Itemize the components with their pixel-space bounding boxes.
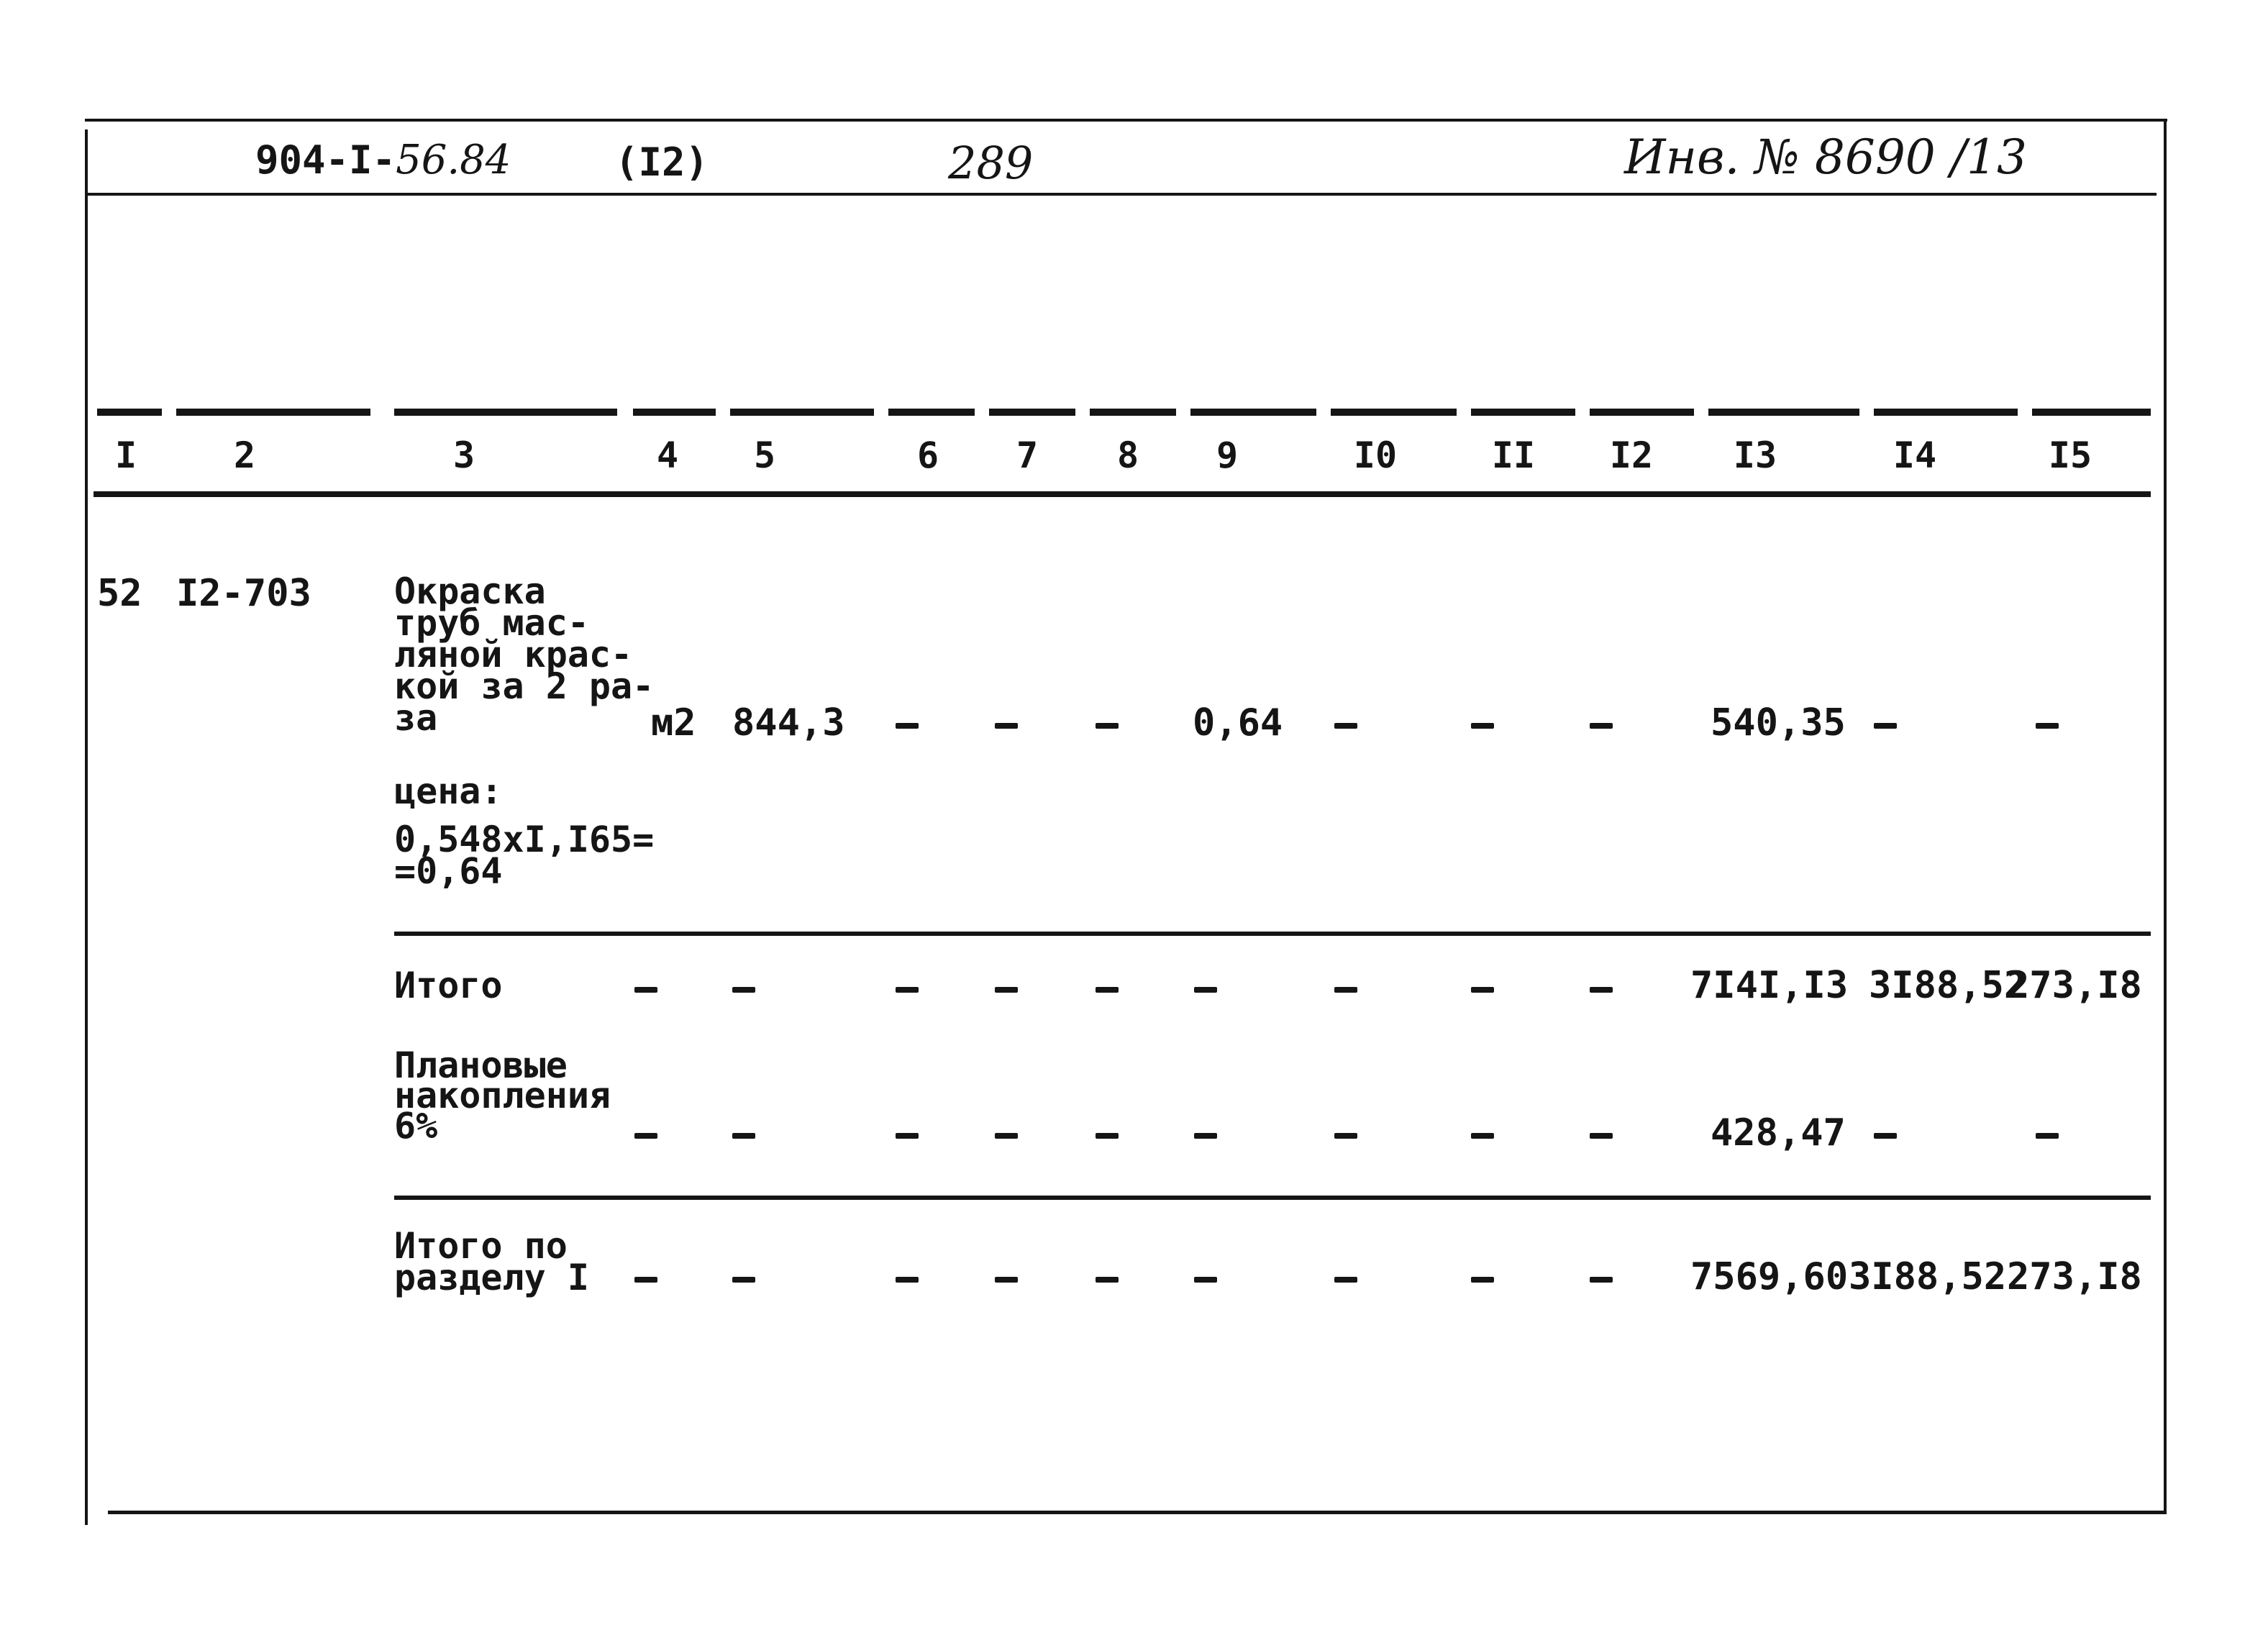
column-number: I4 — [1893, 434, 1937, 476]
dash-col7 — [995, 1277, 1018, 1283]
row-col13-value: 540,35 — [1711, 701, 1846, 745]
dash-col14 — [1874, 723, 1897, 729]
header-rule — [85, 193, 2157, 196]
dash-col15 — [2036, 1133, 2059, 1139]
inventory-number: Инв. № 8690 /13 — [1624, 129, 2028, 185]
column-number: I — [114, 434, 137, 476]
dash-col14 — [1874, 1133, 1897, 1139]
header-dash — [97, 409, 162, 416]
dash-col15 — [2036, 723, 2059, 729]
row-description: Окраска труб мас- ляной крас- кой за 2 ра- за — [394, 570, 655, 739]
frame-bottom-line — [108, 1511, 2165, 1514]
dash-col5 — [732, 1277, 755, 1283]
dash-col11 — [1471, 987, 1494, 993]
dash-col6 — [896, 723, 919, 729]
doc-code-handwritten: 56.84 — [396, 137, 511, 183]
dash-col12 — [1590, 723, 1613, 729]
header-dash — [1874, 409, 2018, 416]
column-number: 2 — [233, 434, 256, 476]
dash-col8 — [1096, 987, 1119, 993]
header-dash — [1331, 409, 1457, 416]
row-col13-value: 7569,60 — [1690, 1255, 1849, 1298]
row-quantity: 844,3 — [732, 701, 845, 745]
row-col13-value: 428,47 — [1711, 1111, 1846, 1155]
dash-col4 — [634, 1277, 657, 1283]
part-number: (I2) — [615, 140, 709, 185]
column-number: II — [1491, 434, 1536, 476]
page-number: 289 — [948, 137, 1034, 189]
frame-right-line — [2164, 119, 2167, 1514]
frame-left-line — [85, 129, 88, 1525]
dash-col9 — [1194, 1277, 1217, 1283]
column-number: 4 — [656, 434, 679, 476]
dash-col5 — [732, 1133, 755, 1139]
dash-col9 — [1194, 1133, 1217, 1139]
row-description: Плановые накопления 6% — [394, 1044, 611, 1147]
row-number: 52 — [97, 572, 142, 615]
header-dash — [1590, 409, 1694, 416]
dash-col10 — [1334, 723, 1357, 729]
dash-col11 — [1471, 723, 1494, 729]
row-col15-value: 273,I8 — [2007, 1255, 2142, 1298]
column-header-bottom-rule — [94, 491, 2151, 497]
row-description: Итого — [394, 965, 503, 1006]
header-dash — [888, 409, 975, 416]
dash-col4 — [634, 1133, 657, 1139]
header-dash — [2032, 409, 2151, 416]
dash-col10 — [1334, 1277, 1357, 1283]
row-col13-value: 7I4I,I3 — [1690, 964, 1849, 1007]
dash-col7 — [995, 987, 1018, 993]
column-number: I3 — [1733, 434, 1777, 476]
document-header — [255, 137, 511, 187]
row-code: I2-703 — [176, 572, 311, 615]
row-unit: м2 — [651, 701, 696, 745]
row-description: Итого по разделу I — [394, 1225, 589, 1298]
dash-col9 — [1194, 987, 1217, 993]
dash-col12 — [1590, 987, 1613, 993]
column-number: 7 — [1016, 434, 1039, 476]
dash-col4 — [634, 987, 657, 993]
column-number: 6 — [916, 434, 939, 476]
row-col14-value: 3I88,52 — [1849, 1255, 2007, 1298]
header-dash — [1090, 409, 1176, 416]
header-dash — [730, 409, 874, 416]
dash-col8 — [1096, 723, 1119, 729]
header-dash — [394, 409, 617, 416]
column-number: 3 — [452, 434, 475, 476]
dash-col11 — [1471, 1277, 1494, 1283]
subtotal-rule — [394, 932, 2151, 936]
dash-col8 — [1096, 1277, 1119, 1283]
column-number: 5 — [753, 434, 776, 476]
header-dash — [1471, 409, 1575, 416]
dash-col11 — [1471, 1133, 1494, 1139]
dash-col5 — [732, 987, 755, 993]
section-total-rule — [394, 1196, 2151, 1200]
dash-col12 — [1590, 1277, 1613, 1283]
header-dash — [989, 409, 1075, 416]
column-number: 8 — [1116, 434, 1139, 476]
dash-col8 — [1096, 1133, 1119, 1139]
column-number: I0 — [1353, 434, 1398, 476]
dash-col10 — [1334, 1133, 1357, 1139]
column-number: 9 — [1216, 434, 1239, 476]
header-dash — [1708, 409, 1859, 416]
row-col14-value: 3I88,52 — [1869, 964, 2027, 1007]
header-dash — [1190, 409, 1316, 416]
header-dash — [176, 409, 370, 416]
doc-code-printed: 904-I- — [255, 137, 396, 183]
price-formula: 0,548хI,I65= =0,64 — [394, 819, 655, 892]
column-number: I5 — [2048, 434, 2092, 476]
frame-top-line — [85, 119, 2167, 122]
price-label: цена: — [394, 770, 503, 812]
dash-col10 — [1334, 987, 1357, 993]
row-col15-value: 273,I8 — [2007, 964, 2142, 1007]
column-number: I2 — [1609, 434, 1654, 476]
row-col9-value: 0,64 — [1193, 701, 1283, 745]
dash-col12 — [1590, 1133, 1613, 1139]
dash-col7 — [995, 1133, 1018, 1139]
dash-col7 — [995, 723, 1018, 729]
header-dash — [633, 409, 716, 416]
dash-col6 — [896, 987, 919, 993]
dash-col6 — [896, 1277, 919, 1283]
dash-col6 — [896, 1133, 919, 1139]
